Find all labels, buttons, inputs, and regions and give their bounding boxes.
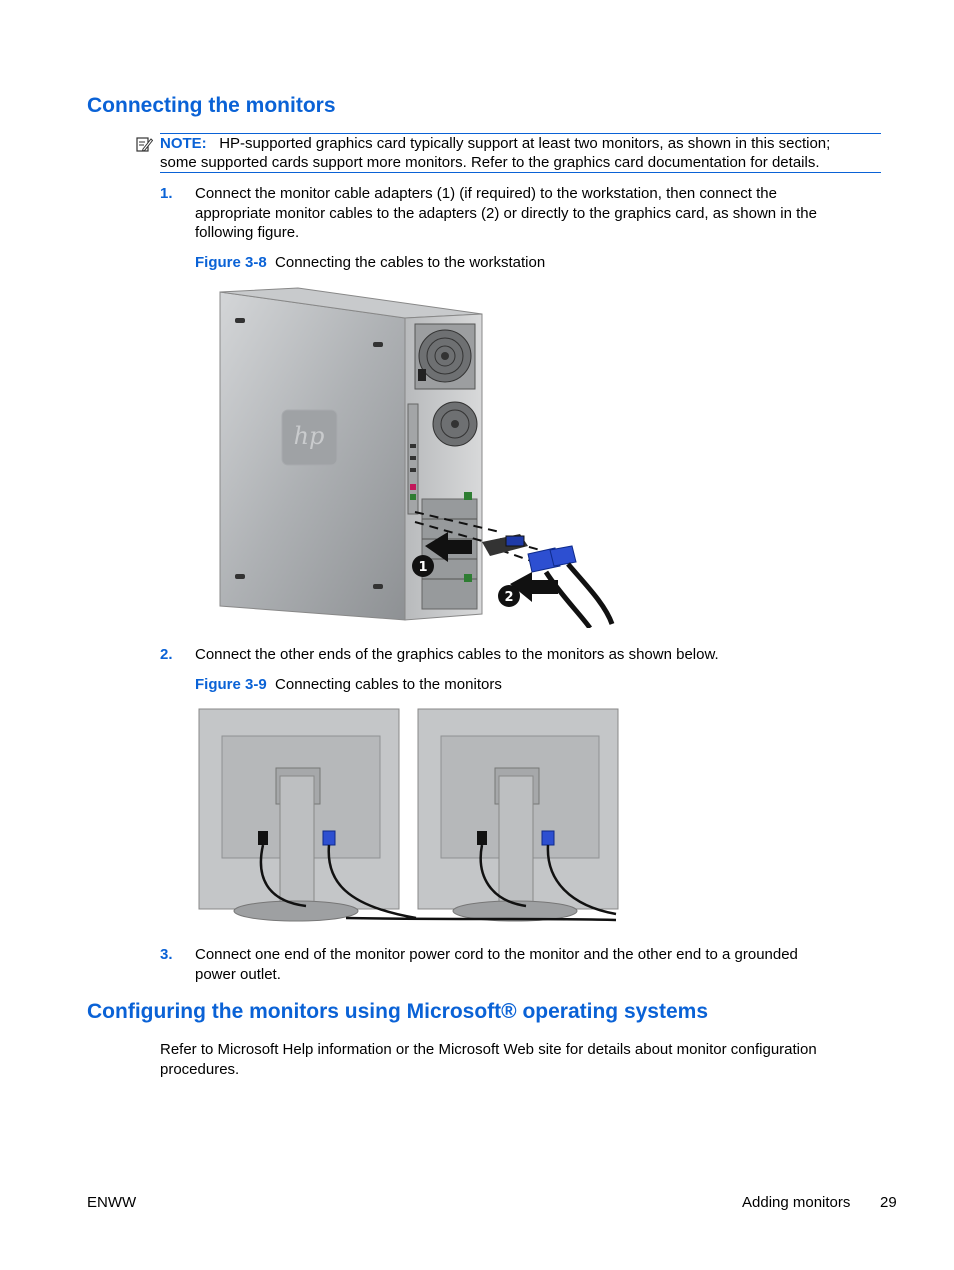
- figure-3-8-label: Figure 3-8: [195, 254, 267, 271]
- section-2-line-1: Refer to Microsoft Help information or the Microsoft Web site for details about monitor configuration: [160, 1041, 817, 1058]
- note-line-2: some supported cards support more monitors. Refer to the graphics card documentation for details.: [160, 154, 820, 171]
- figure-3-9-label: Figure 3-9: [195, 676, 267, 693]
- note-bottom-rule: [160, 172, 881, 173]
- monitor-right: [418, 709, 618, 921]
- step-1-line-3: following figure.: [195, 224, 300, 241]
- step-3-text: [195, 945, 885, 984]
- section-heading-connecting-monitors: Connecting the monitors: [87, 94, 336, 117]
- footer-section: Adding monitors: [742, 1194, 851, 1211]
- step-1-number: 1.: [160, 185, 173, 202]
- callout-2-text: 2: [504, 590, 514, 605]
- note-pencil-icon: [136, 136, 153, 153]
- section-2-paragraph: [160, 1040, 880, 1079]
- figure-3-8-workstation-illustration: [210, 284, 620, 628]
- note-line-1: [160, 134, 890, 153]
- figure-3-9-caption: [195, 676, 502, 693]
- note-label: NOTE:: [160, 135, 207, 152]
- step-2-number: 2.: [160, 646, 173, 663]
- step-1-line-1: Connect the monitor cable adapters (1) (if required) to the workstation, then connect the: [195, 185, 777, 202]
- footer-page-number: 29: [880, 1194, 897, 1211]
- figure-3-9-caption-text: Connecting cables to the monitors: [275, 676, 502, 693]
- step-3-line-2: power outlet.: [195, 965, 281, 983]
- step-2-text: Connect the other ends of the graphics cables to the monitors as shown below.: [195, 646, 719, 663]
- section-heading-configuring-monitors: Configuring the monitors using Microsoft® operating systems: [87, 1000, 709, 1023]
- step-3-line-1: Connect one end of the monitor power cord to the monitor and the other end to a grounded: [195, 946, 798, 963]
- step-1-line-2: appropriate monitor cables to the adapters (2) or directly to the graphics card, as shown in the: [195, 204, 817, 222]
- figure-3-9-monitors-illustration: [196, 706, 621, 930]
- section-2-line-2: procedures.: [160, 1060, 240, 1078]
- callout-1-text: 1: [418, 560, 428, 575]
- note-text-1: HP-supported graphics card typically support at least two monitors, as shown in this section;: [219, 135, 831, 152]
- monitor-left: [199, 709, 416, 921]
- step-1-text: [195, 184, 885, 243]
- figure-3-8-caption: [195, 254, 545, 271]
- footer-left: ENWW: [87, 1194, 137, 1211]
- figure-3-8-caption-text: Connecting the cables to the workstation: [275, 254, 546, 271]
- step-3-number: 3.: [160, 946, 173, 963]
- svg-text:hp: hp: [293, 422, 325, 450]
